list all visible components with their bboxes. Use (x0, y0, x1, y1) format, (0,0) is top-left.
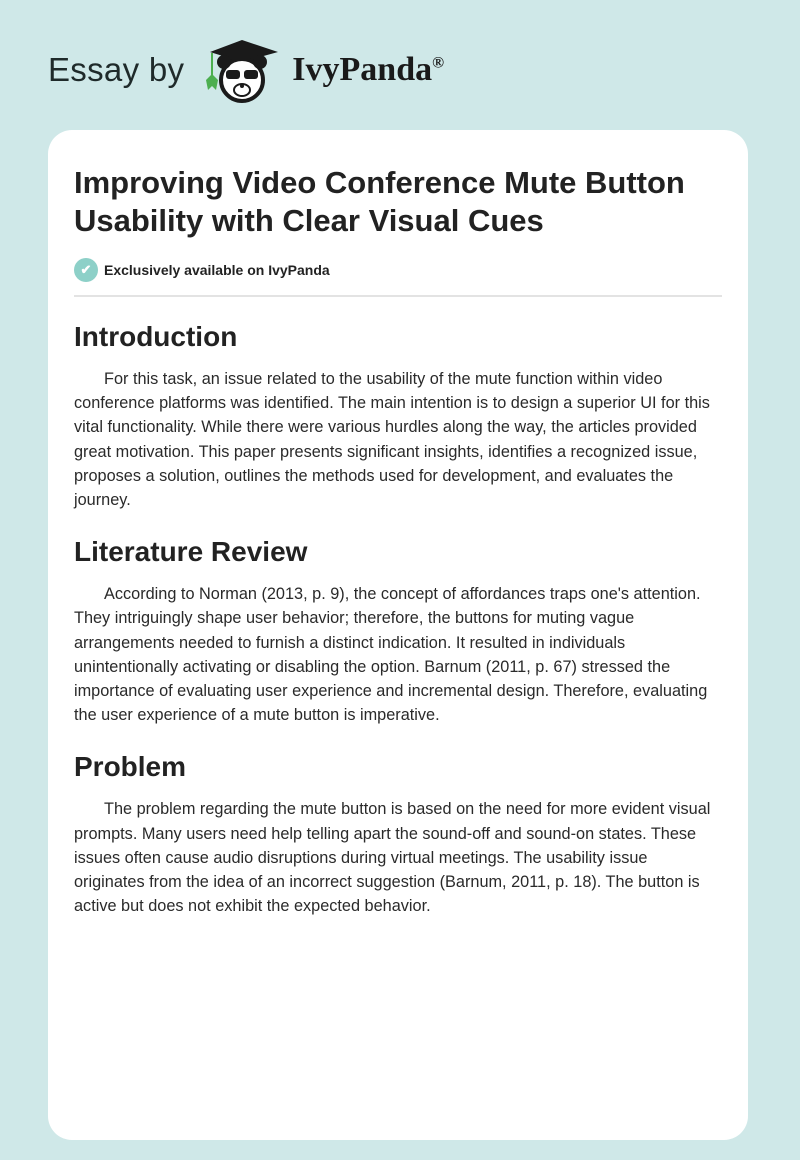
section-problem (74, 749, 722, 918)
essay-card (48, 130, 748, 1140)
section-body: According to Norman (2013, p. 9), the concept of affordances traps one's attention. They intriguingly shape user behavior; therefore, the buttons for muting vague arrangements needed to furnish a distinct indication. It resulted in individuals unintentionally activating or disabling the option. Barnum (2011, p. 67) stressed the importance of evaluating user experience and incremental design. Therefore, evaluating the user experience of a mute button is imperative. (74, 585, 708, 725)
divider (74, 295, 722, 297)
check-icon: ✔ (74, 258, 98, 282)
logo[interactable] (48, 38, 444, 102)
brand-name: IvyPanda® (292, 51, 445, 88)
section-body: For this task, an issue related to the usability of the mute function within video conference platforms was identified. The main intention is to design a superior UI for this vital functionality. While there were various hurdles along the way, the articles provided great motivation. This paper presents significant insights, identifies a recognized issue, proposes a solution, outlines the methods used for development, and evaluates the journey. (74, 370, 710, 510)
exclusive-badge (74, 258, 722, 282)
article-title: Improving Video Conference Mute Button Usability with Clear Visual Cues (74, 165, 685, 238)
section-introduction (74, 319, 722, 512)
section-body: The problem regarding the mute button is based on the need for more evident visual prompts. Many users need help telling apart the sound-off and sound-on states. These issues often cause audio disruptions during virtual meetings. The usability issue originates from the idea of an incorrect suggestion (Barnum, 2011, p. 18). The button is active but does not exhibit the expected behavior. (74, 800, 711, 916)
panda-logo-icon (200, 36, 282, 104)
section-heading: Problem (74, 751, 187, 783)
exclusive-text: Exclusively available on IvyPanda (104, 262, 330, 278)
section-heading: Literature Review (74, 536, 308, 568)
essay-by-text: Essay by (48, 51, 185, 88)
section-heading: Introduction (74, 321, 238, 352)
section-literature-review (74, 534, 722, 727)
